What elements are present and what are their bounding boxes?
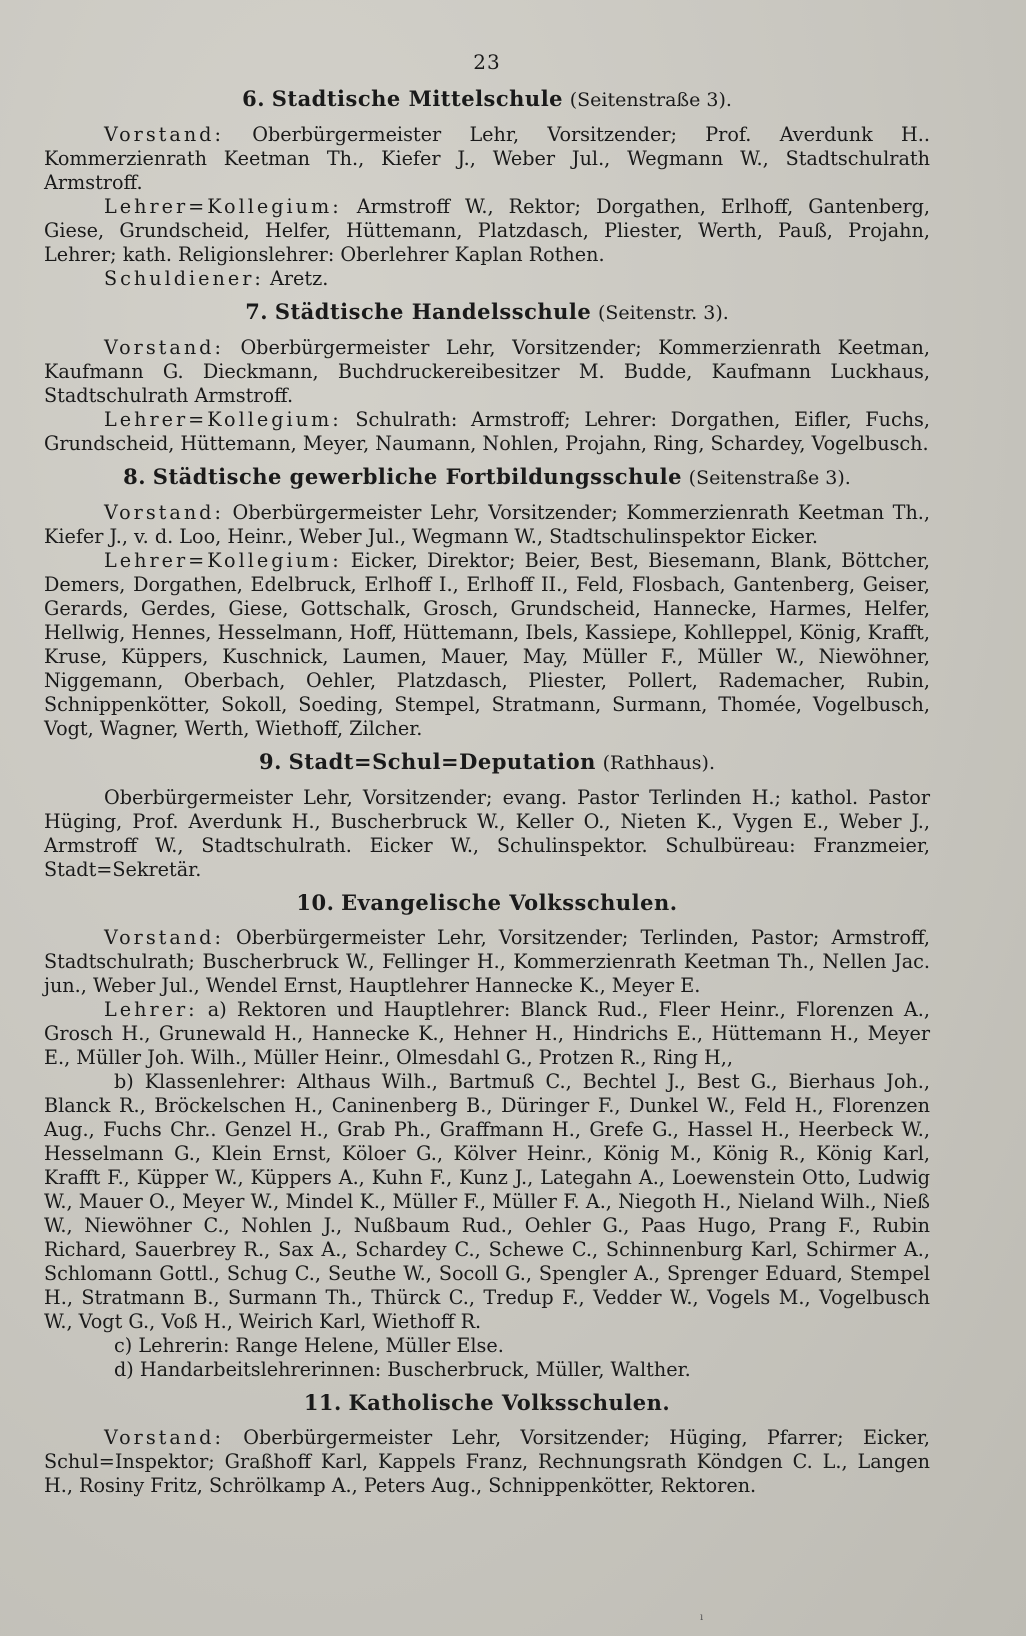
section-title: Evangelische Volksschulen.	[341, 890, 678, 915]
paragraph	[44, 408, 930, 456]
paragraph	[44, 1426, 930, 1498]
section-10	[44, 890, 930, 1382]
paragraph	[44, 786, 930, 882]
section-heading	[44, 464, 930, 491]
section-number: 9.	[259, 749, 282, 774]
paragraph-text: Oberbürgermeister Lehr, Vorsitzender; Kommerzienrath Keetman Th., Kiefer J., v. d. Loo, Heinr., Weber Jul., Wegmann W., Stadtschulinspektor Eicker.	[44, 501, 930, 548]
section-8	[44, 464, 930, 741]
paragraph	[44, 549, 930, 741]
paragraph	[44, 195, 930, 267]
section-heading	[44, 299, 930, 326]
paragraph-label: Lehrer=Kollegium:	[104, 195, 342, 218]
paragraph-label: Lehrer=Kollegium:	[104, 549, 342, 572]
paragraph-text: c) Lehrerin: Range Helene, Müller Else.	[114, 1334, 504, 1357]
paragraph-text: Eicker, Direktor; Beier, Best, Biesemann, Blank, Böttcher, Demers, Dorgathen, Edelbruck, Erlhoff I., Erlhoff II., Feld, Flosbach, Gantenberg, Geiser, Gerards, Gerdes, Giese, Gottschalk, Grosch, Grundscheid, Hannecke, Harmes, Helfer, Hellwig, Hennes, Hesselmann, Hoff, Hüttemann, Ibels, Kassiepe, Kohlleppel, König, Krafft, Kruse, Küppers, Kuschnick, Laumen, Mauer, May, Müller F., Müller W., Niewöhner, Niggemann, Oberbach, Oehler, Platzdasch, Pliester, Pollert, Rademacher, Rubin, Schnippenkötter, Sokoll, Soeding, Stempel, Stratmann, Surmann, Thomée, Vogelbusch, Vogt, Wagner, Werth, Wiethoff, Zilcher.	[44, 549, 930, 740]
section-number: 10.	[296, 890, 335, 915]
section-number: 8.	[123, 464, 147, 489]
section-7	[44, 299, 930, 456]
paragraph-text: d) Handarbeitslehrerinnen: Buscherbruck, Müller, Walther.	[114, 1358, 691, 1381]
paragraph-text: Armstroff W., Rektor; Dorgathen, Erlhoff, Gantenberg, Giese, Grundscheid, Helfer, Hüttemann, Platzdasch, Pliester, Werth, Pauß, Projahn, Lehrer; kath. Religionslehrer: Oberlehrer Kaplan Rothen.	[44, 195, 930, 266]
paragraph	[44, 1358, 930, 1382]
section-subtitle: (Rathhaus).	[602, 752, 715, 774]
section-heading	[44, 749, 930, 776]
paragraph-text: Aretz.	[269, 267, 329, 290]
paragraph-text: Oberbürgermeister Lehr, Vorsitzender; Hüging, Pfarrer; Eicker, Schul=Inspektor; Graßhoff Karl, Kappels Franz, Rechnungsrath Köndgen C. L., Langen H., Rosiny Fritz, Schrölkamp A., Peters Aug., Schnippenkötter, Rektoren.	[44, 1426, 930, 1497]
paragraph	[44, 336, 930, 408]
paragraph	[44, 998, 930, 1070]
paragraph-label: Lehrer=Kollegium:	[104, 408, 342, 431]
section-subtitle: (Seitenstraße 3).	[569, 89, 732, 111]
paragraph	[44, 1334, 930, 1358]
paragraph-label: Vorstand:	[104, 336, 224, 359]
paragraph-label: Schuldiener:	[104, 267, 264, 290]
paragraph	[44, 926, 930, 998]
paragraph-label: Vorstand:	[104, 1426, 224, 1449]
section-number: 11.	[303, 1390, 342, 1415]
paragraph-label: Vorstand:	[104, 926, 224, 949]
paragraph-text: Schulrath: Armstroff; Lehrer: Dorgathen, Eifler, Fuchs, Grundscheid, Hüttemann, Meyer, Naumann, Nohlen, Projahn, Ring, Schardey, Vogelbusch.	[44, 408, 930, 455]
paragraph-text: b) Klassenlehrer: Althaus Wilh., Bartmuß C., Bechtel J., Best G., Bierhaus Joh., Blanck R., Bröckelschen H., Caninenberg B., Düringer F., Dunkel W., Feld H., Florenzen Aug., Fuchs Chr.. Genzel H., Grab Ph., Graffmann H., Grefe G., Hassel H., Heerbeck W., Hesselmann G., Klein Ernst, Köloer G., Kölver Heinr., König M., König R., König Karl, Krafft F., Küpper W., Küppers A., Kuhn F., Kunz J., Lategahn A., Loewenstein Otto, Ludwig W., Mauer O., Meyer W., Mindel K., Müller F., Müller F. A., Niegoth H., Nieland Wilh., Nieß W., Niewöhner C., Nohlen J., Nußbaum Rud., Oehler G., Paas Hugo, Prang F., Rubin Richard, Sauerbrey R., Sax A., Schardey C., Schewe C., Schinnenburg Karl, Schirmer A., Schlomann Gottl., Schug C., Seuthe W., Socoll G., Spengler A., Sprenger Eduard, Stempel H., Stratmann B., Surmann Th., Thürck C., Tredup F., Vedder W., Vogels M., Vogelbusch W., Vogt G., Voß H., Weirich Karl, Wiethoff R.	[44, 1070, 930, 1333]
section-number: 7.	[245, 299, 269, 324]
section-title: Städtische Handelsschule	[274, 299, 592, 324]
section-heading	[44, 1390, 930, 1416]
section-heading	[44, 890, 930, 916]
section-subtitle: (Seitenstraße 3).	[688, 467, 851, 489]
section-subtitle: (Seitenstr. 3).	[597, 302, 729, 324]
paragraph-text: Oberbürgermeister Lehr, Vorsitzender; Terlinden, Pastor; Armstroff, Stadtschulrath; Buscherbruck W., Fellinger H., Kommerzienrath Keetman Th., Nellen Jac. jun., Weber Jul., Wendel Ernst, Hauptlehrer Hannecke K., Meyer E.	[44, 926, 931, 997]
section-title: Stadtische Mittelschule	[271, 86, 564, 111]
print-mark: ı	[700, 1612, 704, 1623]
paragraph-text: Oberbürgermeister Lehr, Vorsitzender; Prof. Averdunk H.. Kommerzienrath Keetman Th., Kiefer J., Weber Jul., Wegmann W., Stadtschulrath Armstroff.	[44, 123, 930, 194]
section-title: Städtische gewerbliche Fortbildungsschule	[152, 464, 682, 489]
paragraph-text: Oberbürgermeister Lehr, Vorsitzender; Kommerzienrath Keetman, Kaufmann G. Dieckmann, Buchdruckereibesitzer M. Budde, Kaufmann Luckhaus, Stadtschulrath Armstroff.	[44, 336, 930, 407]
paragraph	[44, 1070, 930, 1334]
paragraph-text: a) Rektoren und Hauptlehrer: Blanck Rud., Fleer Heinr., Florenzen A., Grosch H., Grunewald H., Hannecke K., Hehner H., Hindrichs E., Hüttemann H., Meyer E., Müller Joh. Wilh., Müller Heinr., Olmesdahl G., Protzen R., Ring H,,	[44, 998, 930, 1069]
paragraph	[44, 267, 930, 291]
paragraph	[44, 123, 930, 195]
section-number: 6.	[242, 86, 266, 111]
section-6	[44, 86, 930, 291]
section-title: Katholische Volksschulen.	[348, 1390, 671, 1415]
paragraph-label: Lehrer:	[104, 998, 198, 1021]
paragraph-text: Oberbürgermeister Lehr, Vorsitzender; evang. Pastor Terlinden H.; kathol. Pastor Hüging, Prof. Averdunk H., Buscherbruck W., Keller O., Nieten K., Vygen E., Weber J., Armstroff W., Stadtschulrath. Eicker W., Schulinspektor. Schulbüreau: Franzmeier, Stadt=Sekretär.	[44, 786, 930, 881]
section-11	[44, 1390, 930, 1498]
paragraph-label: Vorstand:	[104, 123, 224, 146]
section-9	[44, 749, 930, 882]
page-number: 23	[473, 50, 501, 74]
section-title: Stadt=Schul=Deputation	[288, 749, 596, 774]
section-heading	[44, 86, 930, 113]
paragraph-label: Vorstand:	[104, 501, 224, 524]
paragraph	[44, 501, 930, 549]
